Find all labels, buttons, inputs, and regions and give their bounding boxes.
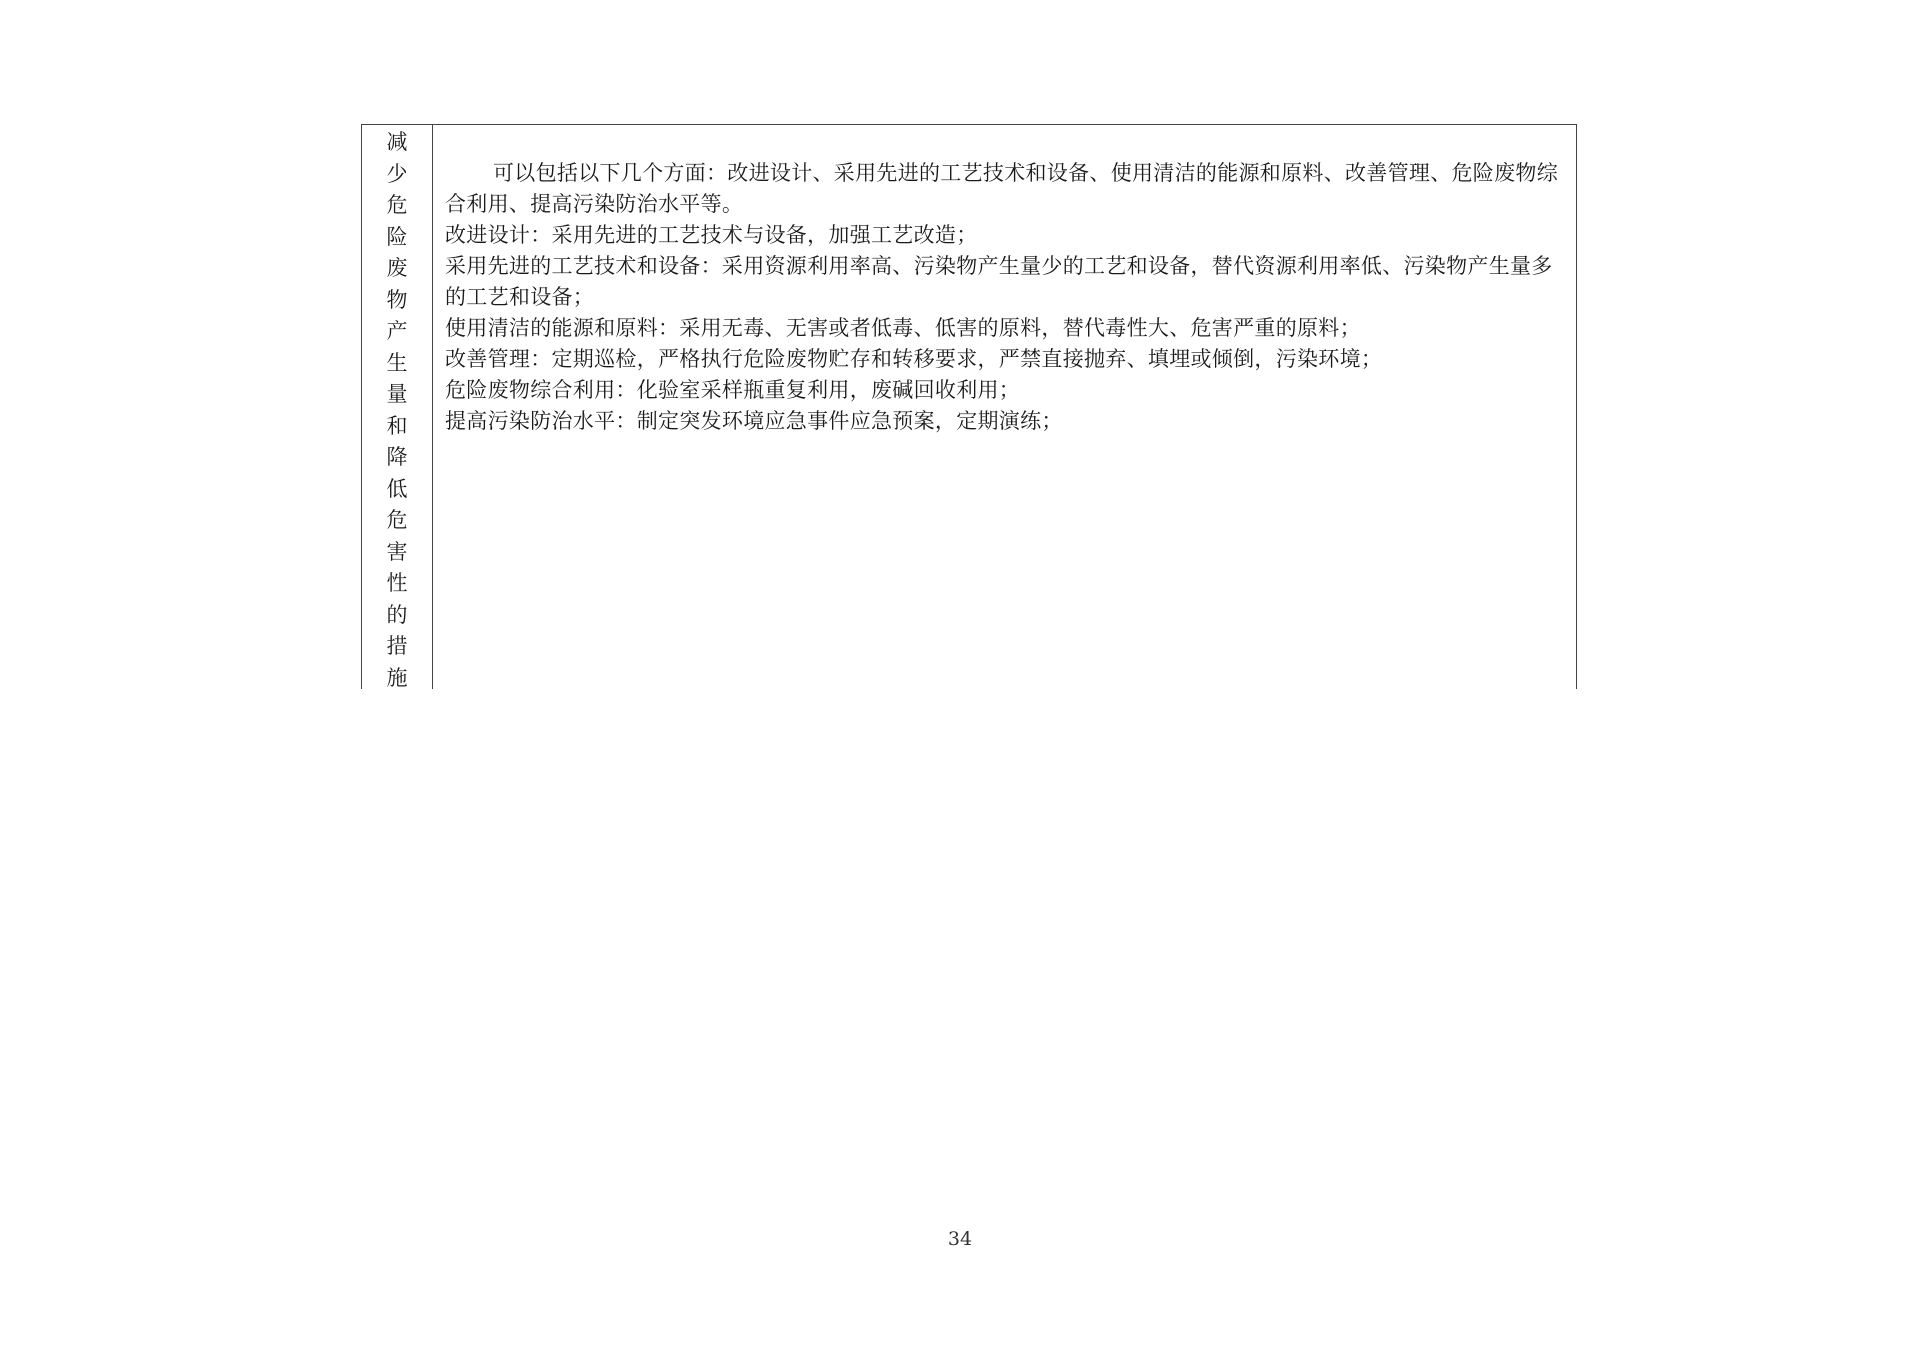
label-char: 的 — [386, 602, 408, 627]
label-char: 低 — [386, 476, 408, 501]
label-char: 废 — [386, 256, 408, 280]
label-char: 减 — [386, 130, 408, 154]
measure-line: 使用清洁的能源和原料：采用无毒、无害或者低毒、低害的原料，替代毒性大、危害严重的原料； — [445, 316, 1361, 340]
measure-line: 改进设计：采用先进的工艺技术与设备，加强工艺改造； — [445, 223, 978, 247]
label-char: 少 — [386, 161, 408, 186]
label-char: 产 — [386, 319, 408, 343]
label-char: 和 — [386, 413, 408, 438]
measures-content — [433, 125, 1576, 689]
label-char: 生 — [386, 350, 408, 375]
label-char: 措 — [386, 634, 408, 658]
label-char: 物 — [386, 287, 408, 312]
label-char: 性 — [386, 571, 408, 595]
label-char: 险 — [386, 224, 408, 249]
measure-line: 改善管理：定期巡检，严格执行危险废物贮存和转移要求，严禁直接抛弃、填埋或倾倒，污染环境； — [445, 347, 1383, 371]
measure-line: 采用先进的工艺技术和设备：采用资源利用率高、污染物产生量少的工艺和设备，替代资源利用率低、污染物产生量多的工艺和设备； — [445, 254, 1553, 309]
label-char: 害 — [386, 539, 408, 564]
label-char: 量 — [386, 382, 408, 406]
row-label-vertical — [362, 125, 433, 689]
intro-paragraph: 可以包括以下几个方面：改进设计、采用先进的工艺技术和设备、使用清洁的能源和原料、改善管理、危险废物综合利用、提高污染防治水平等。 — [445, 161, 1558, 216]
label-char: 危 — [386, 193, 408, 217]
label-char: 施 — [386, 665, 408, 690]
page-number: 34 — [947, 1228, 973, 1250]
label-char: 降 — [386, 445, 408, 469]
label-char: 危 — [386, 508, 408, 532]
measure-line: 危险废物综合利用：化验室采样瓶重复利用，废碱回收利用； — [445, 378, 1021, 402]
measure-line: 提高污染防治水平：制定突发环境应急事件应急预案，定期演练； — [445, 409, 1063, 433]
measures-table — [361, 124, 1577, 689]
